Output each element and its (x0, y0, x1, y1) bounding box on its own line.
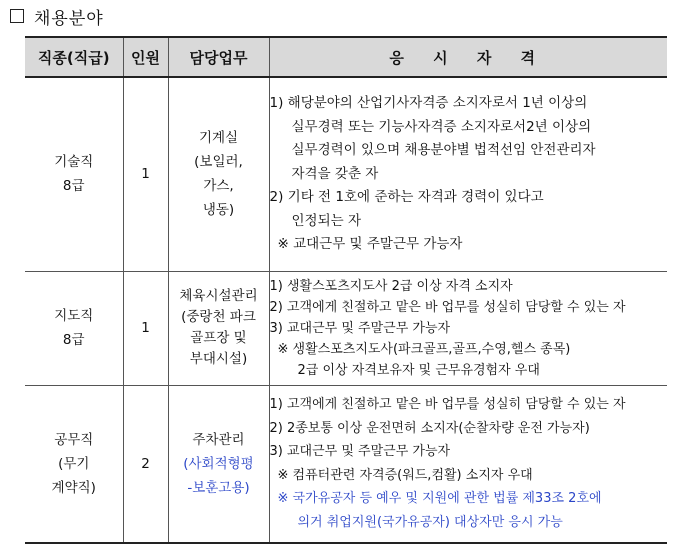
table-row (25, 271, 667, 385)
qualification-cell (269, 385, 667, 543)
qualification-line: 자격을 갖춘 자 (291, 165, 379, 182)
header-duty: 담당업무 (168, 37, 269, 77)
qualification-line: 1) 생활스포츠지도사 2급 이상 자격 소지자 (269, 278, 513, 294)
qualification-line: 2급 이상 자격보유자 및 근무유경험자 우대 (297, 362, 540, 378)
checkbox-square-icon (10, 9, 24, 23)
job-cell (25, 77, 123, 271)
job-line: 공무직 (54, 431, 94, 448)
duty-line: 주차관리 (192, 431, 245, 448)
job-line: 지도직 (54, 308, 94, 324)
qualification-line: 실무경력 또는 기능사자격증 소지자로서2년 이상의 (291, 118, 592, 135)
job-line: (무기 (58, 455, 90, 472)
duty-cell (168, 385, 269, 543)
recruitment-table (25, 36, 667, 544)
qualification-line: 1) 해당분야의 산업기사자격증 소지자로서 1년 이상의 (269, 95, 588, 111)
duty-line: 체육시설관리 (179, 288, 258, 304)
count-cell: 1 (123, 271, 168, 385)
qualification-line: 3) 교대근무 및 주말근무 가능자 (269, 320, 451, 336)
duty-line: (보일러, (194, 154, 243, 171)
header-qualification: 응 시 자 격 (269, 37, 667, 77)
qualification-cell (269, 77, 667, 271)
duty-line: 부대시설) (189, 351, 248, 367)
section-title: 채용분야 (34, 8, 104, 29)
job-line: 계약직) (51, 479, 96, 496)
qualification-note-highlight: ※ 국가유공자 등 예우 및 지원에 관한 법률 제33조 2호에 (277, 491, 602, 507)
job-cell (25, 271, 123, 385)
qualification-line: 실무경력이 있으며 채용분야별 법적선임 안전관리자 (291, 142, 596, 158)
duty-line: (중랑천 파크 (181, 309, 256, 325)
table-row (25, 385, 667, 543)
duty-line: 기계실 (198, 130, 239, 147)
job-line: 8급 (62, 332, 85, 348)
count-cell: 1 (123, 77, 168, 271)
duty-line: 골프장 및 (190, 330, 247, 346)
qualification-line-highlight: 의거 취업지원(국가유공자) 대상자만 응시 가능 (297, 514, 563, 530)
table-header-row (25, 37, 667, 77)
qualification-line: 2) 2종보통 이상 운전면허 소지자(순찰차량 운전 가능자) (269, 420, 590, 436)
qualification-line: 2) 고객에게 친절하고 맡은 바 업무를 성실히 담당할 수 있는 자 (269, 299, 626, 315)
qualification-note: ※ 교대근무 및 주말근무 가능자 (277, 236, 463, 252)
count-cell: 2 (123, 385, 168, 543)
duty-line: -보훈고용) (187, 479, 250, 496)
job-line: 8급 (62, 178, 85, 195)
header-job: 직종(직급) (25, 37, 123, 77)
duty-cell (168, 271, 269, 385)
qualification-line: 인정되는 자 (291, 212, 361, 229)
job-cell (25, 385, 123, 543)
qualification-note: ※ 컴퓨터관련 자격증(워드,컴활) 소지자 우대 (277, 467, 533, 483)
qualification-line: 3) 교대근무 및 주말근무 가능자 (269, 444, 451, 460)
table-row (25, 77, 667, 271)
qualification-cell (269, 271, 667, 385)
qualification-line: 2) 기타 전 1호에 준하는 자격과 경력이 있다고 (269, 189, 544, 205)
duty-line: 가스, (203, 178, 234, 195)
qualification-line: 1) 고객에게 친절하고 맡은 바 업무를 성실히 담당할 수 있는 자 (269, 397, 626, 413)
duty-line: (사회적형평 (183, 455, 254, 472)
job-line: 기술직 (54, 154, 94, 171)
duty-line: 냉동) (202, 202, 235, 219)
duty-cell (168, 77, 269, 271)
header-count: 인원 (123, 37, 168, 77)
section-heading (10, 4, 104, 28)
qualification-note: ※ 생활스포츠지도사(파크골프,골프,수영,헬스 종목) (277, 341, 571, 357)
